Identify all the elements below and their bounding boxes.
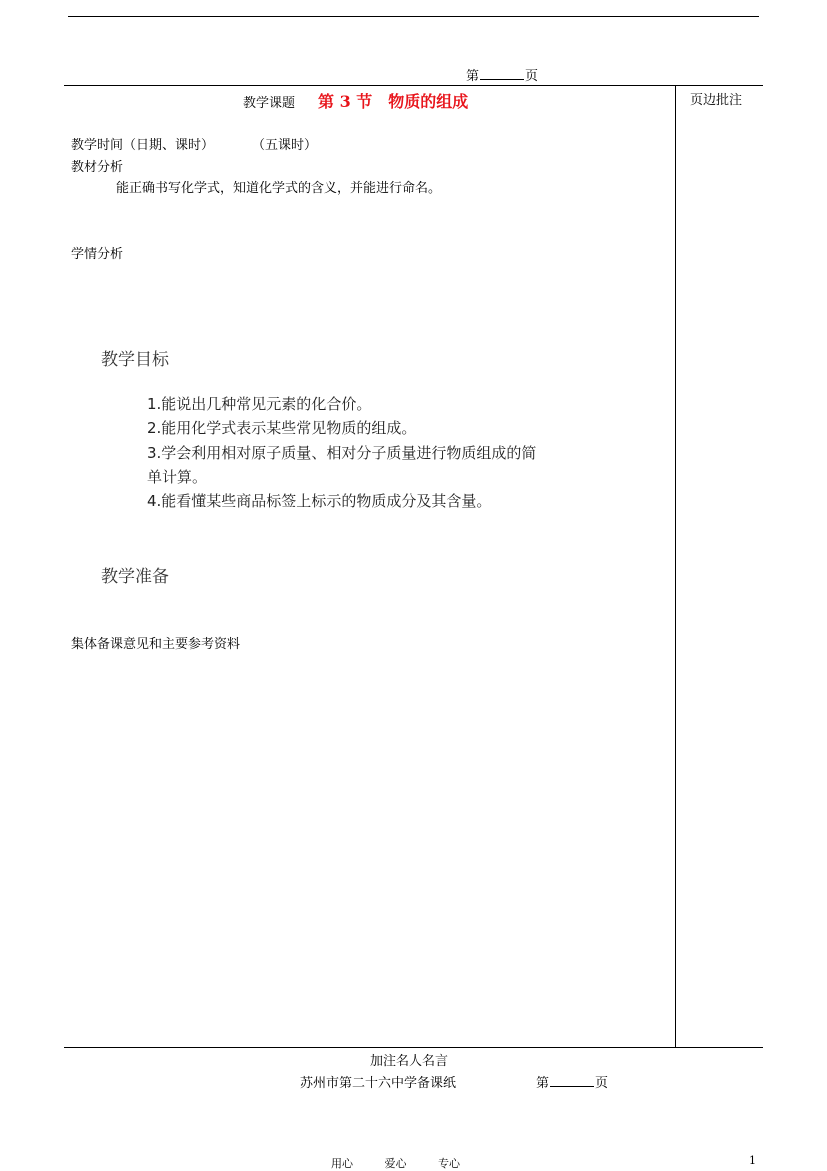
table-top-border	[64, 85, 763, 86]
preparation-heading: 教学准备	[101, 567, 169, 587]
group-prep-label: 集体备课意见和主要参考资料	[71, 637, 241, 652]
table-bottom-border	[64, 1047, 763, 1048]
motto-item: 爱心	[384, 1157, 407, 1170]
header-page-prefix: 第	[466, 69, 480, 84]
lesson-time-label: 教学时间（日期、课时）	[71, 138, 215, 153]
footer-page-prefix: 第	[536, 1076, 550, 1091]
objective-item-1: 1.能说出几种常见元素的化合价。	[147, 395, 372, 413]
margin-column-divider	[675, 85, 676, 1048]
header-page-suffix: 页	[525, 69, 539, 84]
topic-title: 第 3 节 物质的组成	[318, 92, 469, 111]
objective-item-3: 3.学会利用相对原子质量、相对分子质量进行物质组成的简	[147, 444, 537, 462]
header-page-number	[466, 65, 538, 84]
footer-page-suffix: 页	[595, 1076, 609, 1091]
motto-item: 专心	[438, 1157, 460, 1170]
material-analysis-text: 能正确书写化学式，知道化学式的含义，并能进行命名。	[116, 181, 442, 196]
page-blank	[480, 67, 524, 80]
top-rule	[68, 16, 759, 17]
topic-label: 教学课题	[243, 96, 296, 111]
margin-note-label: 页边批注	[690, 93, 743, 108]
school-paper-label: 苏州市第二十六中学备课纸	[300, 1076, 457, 1091]
footer-motto	[331, 1155, 460, 1171]
motto-item: 用心	[331, 1157, 353, 1170]
objective-item-2: 2.能用化学式表示某些常见物质的组成。	[147, 419, 417, 437]
student-analysis-label: 学情分析	[71, 247, 124, 262]
objectives-heading: 教学目标	[101, 350, 169, 370]
material-analysis-label: 教材分析	[71, 160, 124, 175]
page-number: 1	[749, 1154, 756, 1167]
quote-label: 加注名人名言	[370, 1054, 449, 1069]
objective-item-3-cont: 单计算。	[147, 468, 208, 486]
footer-page-number	[536, 1072, 608, 1091]
footer-page-blank	[550, 1074, 594, 1087]
lesson-time-value: （五课时）	[252, 138, 318, 153]
objective-item-4: 4.能看懂某些商品标签上标示的物质成分及其含量。	[147, 492, 492, 510]
